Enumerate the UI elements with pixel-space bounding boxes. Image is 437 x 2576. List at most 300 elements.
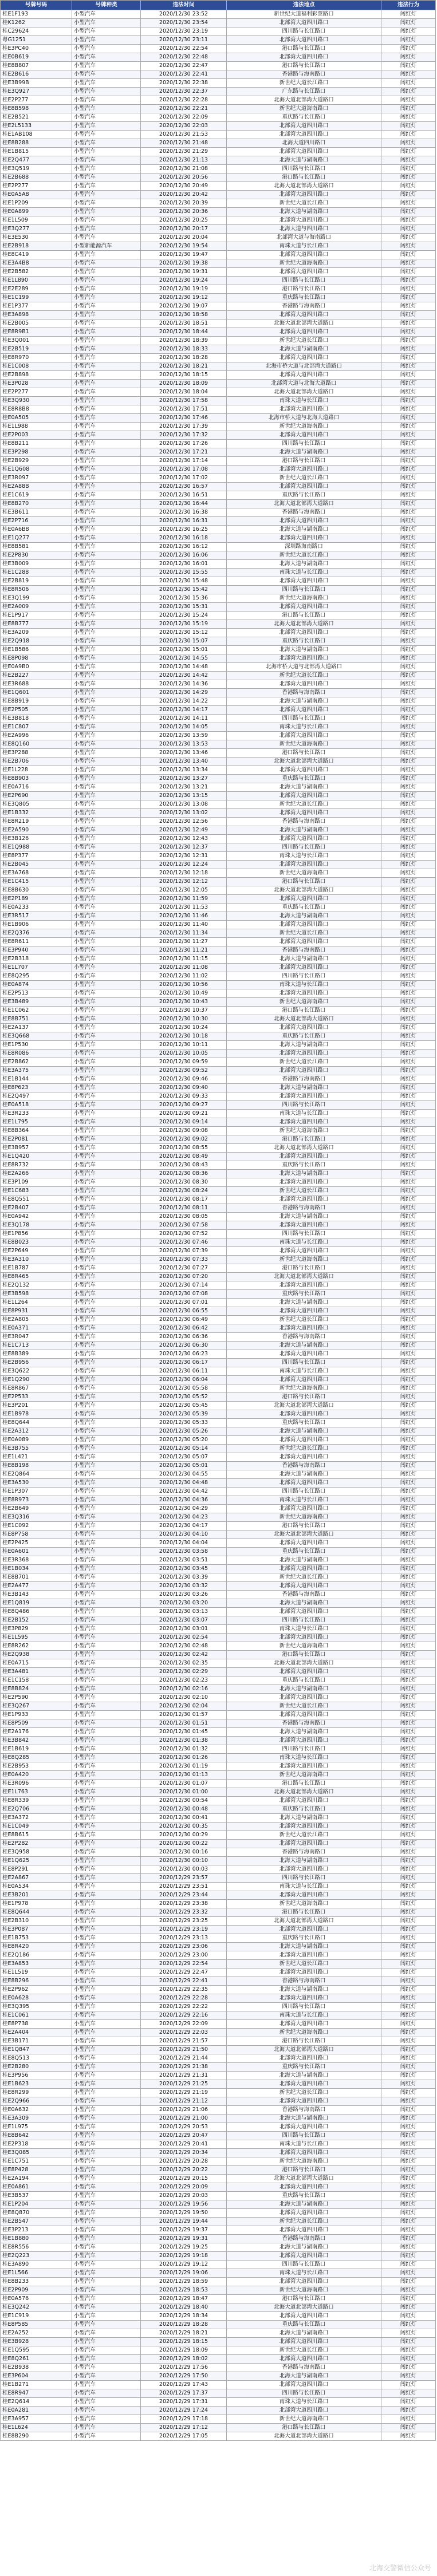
time-cell: 2020/12/30 02:29: [141, 1668, 227, 1676]
time-cell: 2020/12/30 06:17: [141, 1359, 227, 1367]
location-cell: 四川路与长江路口: [227, 2389, 381, 2398]
behavior-cell: 闯红灯: [381, 1187, 436, 1196]
location-cell: 港口路与长江路口: [227, 1780, 381, 1788]
behavior-cell: 闯红灯: [381, 749, 436, 758]
plate-type-cell: 小型汽车: [72, 1951, 141, 1960]
plate-cell: 桂E2B318: [1, 955, 72, 964]
plate-type-cell: 小型汽车: [72, 740, 141, 749]
table-row: [1, 165, 436, 173]
time-cell: 2020/12/29 19:56: [141, 2200, 227, 2209]
location-cell: 北部湾大道四川路口: [227, 1951, 381, 1960]
location-cell: 北部湾大道四川路口: [227, 1281, 381, 1290]
plate-cell: 桂E0A942: [1, 1213, 72, 1221]
plate-type-cell: 小型汽车: [72, 53, 141, 62]
time-cell: 2020/12/30 05:33: [141, 1419, 227, 1427]
plate-type-cell: 小型汽车: [72, 259, 141, 268]
plate-type-cell: 小型汽车: [72, 672, 141, 680]
behavior-cell: 闯红灯: [381, 646, 436, 654]
location-cell: 北部湾大道四川路口: [227, 1865, 381, 1874]
location-cell: 新世纪大道长江路口: [227, 474, 381, 483]
location-cell: 北部湾大道四川路口: [227, 148, 381, 156]
table-row: [1, 577, 436, 586]
time-cell: 2020/12/30 04:04: [141, 1539, 227, 1548]
location-cell: 北海大道北部湾大道路口: [227, 500, 381, 508]
behavior-cell: 闯红灯: [381, 852, 436, 861]
behavior-cell: 闯红灯: [381, 1814, 436, 1822]
behavior-cell: 闯红灯: [381, 1573, 436, 1582]
plate-cell: 桂E1L975: [1, 2123, 72, 2132]
table-row: [1, 852, 436, 861]
table-row: [1, 1737, 436, 1745]
plate-cell: 桂E2P277: [1, 182, 72, 191]
table-row: [1, 2295, 436, 2303]
table-row: [1, 809, 436, 818]
time-cell: 2020/12/30 00:03: [141, 1865, 227, 1874]
location-cell: 港口路与长江路口: [227, 173, 381, 182]
behavior-cell: 闯红灯: [381, 1470, 436, 1479]
plate-type-cell: 小型汽车: [72, 1780, 141, 1788]
time-cell: 2020/12/30 17:08: [141, 466, 227, 474]
plate-cell: 桂E1C199: [1, 294, 72, 302]
behavior-cell: 闯红灯: [381, 1281, 436, 1290]
table-row: [1, 1582, 436, 1591]
time-cell: 2020/12/30 15:31: [141, 603, 227, 612]
table-row: [1, 2097, 436, 2106]
time-cell: 2020/12/30 08:55: [141, 1144, 227, 1153]
plate-cell: 桂E1C751: [1, 2157, 72, 2166]
plate-cell: 桂E2A404: [1, 2029, 72, 2037]
table-row: [1, 680, 436, 689]
time-cell: 2020/12/30 06:11: [141, 1367, 227, 1376]
location-cell: 港口路与长江路口: [227, 1135, 381, 1144]
behavior-cell: 闯红灯: [381, 466, 436, 474]
plate-type-cell: 小型汽车: [72, 895, 141, 904]
behavior-cell: 闯红灯: [381, 818, 436, 826]
time-cell: 2020/12/29 18:21: [141, 2329, 227, 2338]
behavior-cell: 闯红灯: [381, 1805, 436, 1814]
plate-type-cell: 小型汽车: [72, 1745, 141, 1754]
location-cell: 北部湾大道四川路口: [227, 2278, 381, 2286]
plate-cell: 桂E1Q988: [1, 843, 72, 852]
table-row: [1, 921, 436, 929]
plate-type-cell: 小型汽车: [72, 809, 141, 818]
plate-cell: 桂E0A6B8: [1, 526, 72, 534]
location-cell: 四川路与长江路口: [227, 165, 381, 173]
plate-cell: 桂E8P623: [1, 1084, 72, 1092]
plate-cell: 桂E3R096: [1, 1780, 72, 1788]
plate-cell: 桂E2B310: [1, 1917, 72, 1926]
time-cell: 2020/12/30 22:37: [141, 88, 227, 96]
table-body: [1, 10, 436, 2441]
table-row: [1, 1676, 436, 1685]
table-row: [1, 1685, 436, 1694]
time-cell: 2020/12/30 17:51: [141, 405, 227, 414]
time-cell: 2020/12/30 23:11: [141, 36, 227, 45]
plate-cell: 桂E2Q497: [1, 1092, 72, 1101]
location-cell: 北海大道与湖南路口: [227, 1170, 381, 1178]
plate-type-cell: 小型汽车: [72, 2046, 141, 2054]
behavior-cell: 闯红灯: [381, 1865, 436, 1874]
plate-type-cell: 小型汽车: [72, 2166, 141, 2175]
time-cell: 2020/12/30 04:36: [141, 1496, 227, 1505]
behavior-cell: 闯红灯: [381, 904, 436, 912]
plate-type-cell: 小型汽车: [72, 2295, 141, 2303]
table-row: [1, 869, 436, 878]
time-cell: 2020/12/30 08:36: [141, 1170, 227, 1178]
plate-cell: 桂E2B862: [1, 1058, 72, 1067]
plate-cell: 桂E8R299: [1, 2089, 72, 2097]
plate-type-cell: 小型汽车: [72, 319, 141, 328]
plate-type-cell: 小型汽车: [72, 139, 141, 148]
location-cell: 新世纪大道海南路口: [227, 869, 381, 878]
plate-cell: 桂E8Q486: [1, 1608, 72, 1616]
plate-type-cell: 小型汽车: [72, 294, 141, 302]
plate-cell: 桂E8B701: [1, 1573, 72, 1582]
location-cell: 北海大道北部湾大道路口: [227, 388, 381, 397]
plate-type-cell: 小型汽车: [72, 1376, 141, 1384]
plate-cell: 桂E8Q160: [1, 740, 72, 749]
behavior-cell: 闯红灯: [381, 62, 436, 70]
behavior-cell: 闯红灯: [381, 1238, 436, 1247]
location-cell: 重庆路与长江路口: [227, 775, 381, 783]
plate-type-cell: 小型汽车: [72, 1591, 141, 1599]
behavior-cell: 闯红灯: [381, 1599, 436, 1608]
plate-cell: 桂E2Q966: [1, 2097, 72, 2106]
behavior-cell: 闯红灯: [381, 2097, 436, 2106]
location-cell: 北海大道与湖南路口: [227, 1986, 381, 1994]
location-cell: 重庆路与长江路口: [227, 1290, 381, 1299]
plate-type-cell: 小型汽车: [72, 345, 141, 354]
behavior-cell: 闯红灯: [381, 131, 436, 139]
table-row: [1, 1032, 436, 1041]
plate-cell: 桂E2B152: [1, 1616, 72, 1625]
plate-type-cell: 小型汽车: [72, 1900, 141, 1908]
behavior-cell: 闯红灯: [381, 1127, 436, 1135]
time-cell: 2020/12/30 09:40: [141, 1084, 227, 1092]
plate-type-cell: 小型汽车: [72, 2389, 141, 2398]
behavior-cell: 闯红灯: [381, 697, 436, 706]
plate-cell: 桂E2B280: [1, 2063, 72, 2072]
time-cell: 2020/12/30 13:40: [141, 758, 227, 766]
behavior-cell: 闯红灯: [381, 551, 436, 560]
location-cell: 四川路与长江路口: [227, 1745, 381, 1754]
location-cell: 新世纪大道福利彩票路口: [227, 10, 381, 19]
plate-cell: 桂E8B364: [1, 1127, 72, 1135]
plate-type-cell: 小型汽车: [72, 1530, 141, 1539]
plate-cell: 桂E3B99B: [1, 79, 72, 88]
behavior-cell: 闯红灯: [381, 1350, 436, 1359]
plate-type-cell: 小型汽车: [72, 1711, 141, 1719]
location-cell: 北海大道与湖南路口: [227, 1299, 381, 1307]
behavior-cell: 闯红灯: [381, 1007, 436, 1015]
time-cell: 2020/12/29 23:00: [141, 1951, 227, 1960]
plate-cell: 桂E2P962: [1, 1986, 72, 1994]
time-cell: 2020/12/29 22:35: [141, 1986, 227, 1994]
table-row: [1, 1591, 436, 1599]
time-cell: 2020/12/30 07:39: [141, 1247, 227, 1256]
plate-cell: 桂E2P513: [1, 989, 72, 998]
time-cell: 2020/12/30 16:25: [141, 526, 227, 534]
plate-cell: 桂E3B537: [1, 2192, 72, 2200]
plate-cell: 桂E3P201: [1, 1402, 72, 1410]
location-cell: 重庆路与长江路口: [227, 1676, 381, 1685]
time-cell: 2020/12/29 20:28: [141, 2157, 227, 2166]
plate-cell: 桂E1B332: [1, 809, 72, 818]
behavior-cell: 闯红灯: [381, 2200, 436, 2209]
location-cell: 港口路与长江路口: [227, 62, 381, 70]
plate-cell: 桂E3A890: [1, 2261, 72, 2269]
plate-type-cell: 小型汽车: [72, 2321, 141, 2329]
behavior-cell: 闯红灯: [381, 1264, 436, 1273]
plate-cell: 桂E3Q277: [1, 225, 72, 234]
plate-type-cell: 小型汽车: [72, 1221, 141, 1230]
behavior-cell: 闯红灯: [381, 1299, 436, 1307]
plate-cell: 桂E8R947: [1, 2389, 72, 2398]
table-row: [1, 706, 436, 715]
time-cell: 2020/12/29 20:53: [141, 2123, 227, 2132]
location-cell: 北部湾大道四川路口: [227, 19, 381, 27]
plate-cell: 桂E1P307: [1, 1488, 72, 1496]
time-cell: 2020/12/30 22:41: [141, 70, 227, 79]
plate-cell: 桂E8R086: [1, 1050, 72, 1058]
plate-cell: 桂E1B619: [1, 1745, 72, 1754]
plate-cell: 桂E0A874: [1, 981, 72, 989]
plate-cell: 桂E8R420: [1, 1943, 72, 1951]
behavior-cell: 闯红灯: [381, 2054, 436, 2063]
behavior-cell: 闯红灯: [381, 1591, 436, 1599]
plate-type-cell: 小型汽车: [72, 637, 141, 646]
location-cell: 北部湾大道四川路口: [227, 466, 381, 474]
plate-cell: 桂E3P298: [1, 448, 72, 457]
plate-cell: 桂E3B009: [1, 560, 72, 569]
time-cell: 2020/12/30 06:36: [141, 1333, 227, 1342]
time-cell: 2020/12/29 18:02: [141, 2355, 227, 2364]
table-row: [1, 1342, 436, 1350]
table-row: [1, 1797, 436, 1805]
table-row: [1, 1333, 436, 1342]
location-cell: 北海大道北部湾大道路口: [227, 2303, 381, 2312]
plate-type-cell: 小型汽车: [72, 2063, 141, 2072]
table-row: [1, 534, 436, 543]
table-row: [1, 586, 436, 594]
plate-type-cell: 小型汽车: [72, 869, 141, 878]
table-row: [1, 1196, 436, 1204]
plate-cell: 桂E8B023: [1, 1238, 72, 1247]
plate-cell: 桂E8B288: [1, 139, 72, 148]
table-row: [1, 1290, 436, 1299]
behavior-cell: 闯红灯: [381, 1668, 436, 1676]
plate-type-cell: 小型汽车: [72, 354, 141, 362]
plate-type-cell: 小型汽车: [72, 1522, 141, 1530]
time-cell: 2020/12/30 11:40: [141, 921, 227, 929]
plate-cell: 桂E2A312: [1, 1427, 72, 1436]
behavior-cell: 闯红灯: [381, 577, 436, 586]
location-cell: 北部湾大道四川路口: [227, 1926, 381, 1934]
plate-cell: 桂E2B918: [1, 242, 72, 251]
table-row: [1, 732, 436, 740]
plate-cell: 桂E1Q847: [1, 2046, 72, 2054]
time-cell: 2020/12/30 14:36: [141, 680, 227, 689]
behavior-cell: 闯红灯: [381, 2321, 436, 2329]
time-cell: 2020/12/30 01:57: [141, 1711, 227, 1719]
location-cell: 北部湾大道四川路口: [227, 311, 381, 319]
plate-type-cell: 小型汽车: [72, 1290, 141, 1299]
plate-type-cell: 小型汽车: [72, 981, 141, 989]
location-cell: 北部湾大道四川路口: [227, 577, 381, 586]
plate-type-cell: 小型汽车: [72, 1024, 141, 1032]
location-cell: 北部湾大道四川路口: [227, 809, 381, 818]
time-cell: 2020/12/30 14:29: [141, 689, 227, 697]
table-row: [1, 122, 436, 131]
time-cell: 2020/12/30 03:39: [141, 1573, 227, 1582]
time-cell: 2020/12/30 00:35: [141, 1822, 227, 1831]
location-cell: 重庆路与长江路口: [227, 2321, 381, 2329]
table-row: [1, 88, 436, 96]
behavior-cell: 闯红灯: [381, 672, 436, 680]
time-cell: 2020/12/30 23:19: [141, 27, 227, 36]
table-row: [1, 285, 436, 294]
time-cell: 2020/12/30 04:48: [141, 1479, 227, 1488]
plate-cell: 桂E3B842: [1, 1737, 72, 1745]
plate-cell: 桂E8B598: [1, 105, 72, 113]
table-row: [1, 1977, 436, 1986]
behavior-cell: 闯红灯: [381, 2063, 436, 2072]
table-row: [1, 1822, 436, 1831]
table-row: [1, 2312, 436, 2321]
table-row: [1, 1505, 436, 1513]
location-cell: 新世纪大道海南路口: [227, 2029, 381, 2037]
location-cell: 重庆路与长江路口: [227, 113, 381, 122]
location-cell: 北海大道北部湾大道路口: [227, 1788, 381, 1797]
location-cell: 北部湾大道四川路口: [227, 1221, 381, 1230]
plate-cell: 桂E3P604: [1, 2372, 72, 2381]
behavior-cell: 闯红灯: [381, 1857, 436, 1865]
plate-cell: 桂E1L595: [1, 1634, 72, 1642]
location-cell: 南珠大道与长江路口: [227, 569, 381, 577]
time-cell: 2020/12/30 05:01: [141, 1462, 227, 1470]
location-cell: 北海大道与湖南路口: [227, 345, 381, 354]
plate-cell: 桂E8R9B1: [1, 328, 72, 337]
location-cell: 新世纪大道长江路口: [227, 800, 381, 809]
table-row: [1, 1393, 436, 1402]
plate-cell: 桂E3Q622: [1, 1367, 72, 1376]
location-cell: 北部湾大道四川路口: [227, 1711, 381, 1719]
plate-type-cell: 小型汽车: [72, 2252, 141, 2261]
table-row: [1, 1762, 436, 1771]
time-cell: 2020/12/30 03:26: [141, 1591, 227, 1599]
behavior-cell: 闯红灯: [381, 1719, 436, 1728]
table-row: [1, 1419, 436, 1427]
time-cell: 2020/12/30 17:26: [141, 440, 227, 448]
plate-type-cell: 小型汽车: [72, 1032, 141, 1041]
behavior-cell: 闯红灯: [381, 2166, 436, 2175]
plate-cell: 桂E2A252: [1, 2329, 72, 2338]
table-row: [1, 672, 436, 680]
plate-cell: 桂E2A477: [1, 1582, 72, 1591]
plate-cell: 桂E2P318: [1, 2140, 72, 2149]
behavior-cell: 闯红灯: [381, 1024, 436, 1032]
location-cell: 北部湾大道四川路口: [227, 2149, 381, 2157]
table-row: [1, 1384, 436, 1393]
plate-cell: 桂E1B978: [1, 1410, 72, 1419]
behavior-cell: 闯红灯: [381, 457, 436, 466]
plate-type-cell: 小型汽车: [72, 749, 141, 758]
plate-cell: 桂E3B611: [1, 508, 72, 517]
time-cell: 2020/12/29 18:15: [141, 2338, 227, 2346]
plate-cell: 粤G1251: [1, 36, 72, 45]
plate-type-cell: 小型汽车: [72, 1015, 141, 1024]
behavior-cell: 闯红灯: [381, 156, 436, 165]
behavior-cell: 闯红灯: [381, 423, 436, 431]
behavior-cell: 闯红灯: [381, 1848, 436, 1857]
behavior-cell: 闯红灯: [381, 122, 436, 131]
table-row: [1, 1960, 436, 1969]
behavior-cell: 闯红灯: [381, 405, 436, 414]
table-row: [1, 277, 436, 285]
behavior-cell: 闯红灯: [381, 2381, 436, 2389]
behavior-cell: 闯红灯: [381, 259, 436, 268]
time-cell: 2020/12/30 18:09: [141, 380, 227, 388]
behavior-cell: 闯红灯: [381, 912, 436, 921]
table-row: [1, 2072, 436, 2080]
plate-cell: 桂E2Q614: [1, 2398, 72, 2407]
time-cell: 2020/12/30 12:18: [141, 869, 227, 878]
time-cell: 2020/12/30 16:51: [141, 491, 227, 500]
behavior-cell: 闯红灯: [381, 938, 436, 946]
location-cell: 新世纪大道海南路口: [227, 105, 381, 113]
time-cell: 2020/12/30 12:37: [141, 843, 227, 852]
location-cell: 北海大道与湖南路口: [227, 526, 381, 534]
time-cell: 2020/12/29 23:57: [141, 1874, 227, 1883]
plate-cell: 桂E0A628: [1, 1994, 72, 2003]
plate-cell: 桂E8P738: [1, 2020, 72, 2029]
behavior-cell: 闯红灯: [381, 612, 436, 620]
plate-type-cell: 小型汽车: [72, 1075, 141, 1084]
plate-cell: 桂E1B586: [1, 646, 72, 654]
plate-type-cell: 小型汽车: [72, 1814, 141, 1822]
location-cell: 重庆路与长江路口: [227, 491, 381, 500]
header-location: 违法地点: [227, 1, 381, 10]
plate-cell: 桂E3P288: [1, 749, 72, 758]
location-cell: 港口路与长江路口: [227, 1522, 381, 1530]
location-cell: 重庆路与长江路口: [227, 2192, 381, 2200]
plate-cell: 桂E8Q870: [1, 2209, 72, 2218]
behavior-cell: 闯红灯: [381, 2072, 436, 2080]
location-cell: 北部湾大道四川路口: [227, 1994, 381, 2003]
plate-type-cell: 小型汽车: [72, 397, 141, 405]
plate-type-cell: 小型汽车: [72, 380, 141, 388]
time-cell: 2020/12/30 10:37: [141, 1007, 227, 1015]
location-cell: 北海大道与湖南路口: [227, 1470, 381, 1479]
location-cell: 四川路与长江路口: [227, 715, 381, 723]
time-cell: 2020/12/30 15:24: [141, 612, 227, 620]
table-row: [1, 2407, 436, 2415]
behavior-cell: 闯红灯: [381, 1694, 436, 1702]
time-cell: 2020/12/29 19:12: [141, 2261, 227, 2269]
plate-type-cell: 小型汽车: [72, 1608, 141, 1616]
plate-type-cell: 小型汽车: [72, 886, 141, 895]
time-cell: 2020/12/30 07:52: [141, 1230, 227, 1238]
table-row: [1, 1608, 436, 1616]
behavior-cell: 闯红灯: [381, 1153, 436, 1161]
plate-cell: 桂E1B815: [1, 148, 72, 156]
behavior-cell: 闯红灯: [381, 440, 436, 448]
table-row: [1, 113, 436, 122]
plate-cell: 桂E2A194: [1, 2175, 72, 2183]
location-cell: 北部湾大道四川路口: [227, 732, 381, 740]
behavior-cell: 闯红灯: [381, 1333, 436, 1342]
time-cell: 2020/12/30 09:02: [141, 1135, 227, 1144]
